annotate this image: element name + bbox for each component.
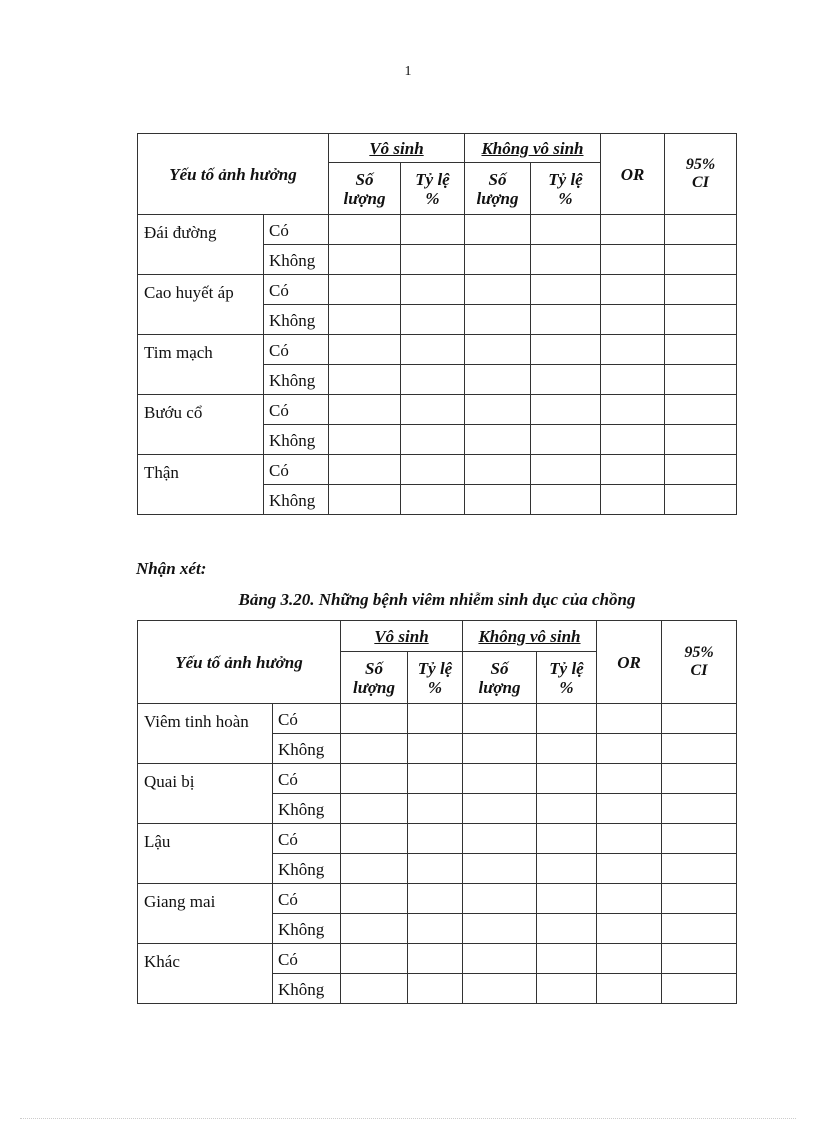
data-cell: [463, 824, 537, 854]
data-cell: [341, 764, 408, 794]
data-cell: [463, 854, 537, 884]
data-cell: [329, 275, 401, 305]
data-cell: [665, 485, 737, 515]
data-cell: [465, 305, 531, 335]
header-percent-fertile: [531, 163, 601, 215]
data-cell: [341, 914, 408, 944]
option-label: Có: [264, 455, 329, 485]
option-label: Có: [273, 764, 341, 794]
header-count-line1: Số: [365, 658, 383, 678]
header-count-line2: lượng: [343, 188, 386, 208]
header-ci-line1: 95%: [685, 156, 716, 173]
option-label: Có: [264, 275, 329, 305]
data-cell: [665, 215, 737, 245]
data-cell: [665, 365, 737, 395]
option-label: Không: [273, 734, 341, 764]
data-cell: [601, 485, 665, 515]
data-cell: [597, 914, 662, 944]
data-cell: [665, 305, 737, 335]
header-count-infertile: [341, 652, 408, 704]
data-cell: [537, 944, 597, 974]
data-cell: [465, 275, 531, 305]
data-cell: [662, 974, 737, 1004]
header-count-line1: Số: [488, 169, 507, 189]
header-factor: Yếu tố ảnh hưởng: [138, 621, 341, 704]
header-count-line2: lượng: [476, 188, 519, 208]
data-cell: [401, 275, 465, 305]
option-label: Không: [264, 245, 329, 275]
option-label: Có: [264, 335, 329, 365]
header-percent-line2: %: [558, 188, 573, 208]
data-cell: [408, 854, 463, 884]
data-cell: [665, 245, 737, 275]
header-percent-line1: Tỷ lệ: [548, 169, 583, 189]
data-cell: [463, 974, 537, 1004]
data-cell: [465, 365, 531, 395]
data-cell: [463, 734, 537, 764]
data-cell: [401, 455, 465, 485]
data-cell: [341, 884, 408, 914]
table-row: [138, 884, 737, 914]
header-percent-line1: Tỷ lệ: [415, 169, 450, 189]
data-cell: [601, 305, 665, 335]
footer-divider: [20, 1118, 796, 1119]
data-cell: [597, 974, 662, 1004]
table-caption: Bảng 3.20. Những bệnh viêm nhiễm sinh dục của chồng: [238, 590, 636, 609]
data-cell: [662, 764, 737, 794]
table-body: [138, 215, 737, 515]
header-ci-line1: 95%: [684, 644, 714, 661]
data-cell: [408, 824, 463, 854]
data-cell: [401, 305, 465, 335]
data-cell: [662, 854, 737, 884]
data-cell: [401, 245, 465, 275]
data-cell: [537, 974, 597, 1004]
data-cell: [329, 395, 401, 425]
data-cell: [465, 455, 531, 485]
table-row: [138, 455, 737, 485]
data-cell: [341, 824, 408, 854]
option-label: Không: [273, 914, 341, 944]
data-cell: [465, 245, 531, 275]
data-cell: [408, 704, 463, 734]
data-cell: [662, 794, 737, 824]
factor-label: Đái đường: [138, 215, 264, 275]
data-cell: [597, 764, 662, 794]
data-cell: [662, 884, 737, 914]
option-label: Có: [273, 704, 341, 734]
data-cell: [537, 704, 597, 734]
header-percent-line1: Tỷ lệ: [549, 658, 584, 678]
data-cell: [601, 425, 665, 455]
header-count-line2: lượng: [478, 677, 521, 697]
data-cell: [465, 335, 531, 365]
data-cell: [601, 395, 665, 425]
data-cell: [665, 335, 737, 365]
table-row: [138, 944, 737, 974]
header-percent-line2: %: [425, 188, 440, 208]
data-cell: [341, 974, 408, 1004]
option-label: Có: [264, 215, 329, 245]
data-cell: [531, 485, 601, 515]
data-cell: [531, 275, 601, 305]
data-cell: [408, 914, 463, 944]
option-label: Không: [264, 485, 329, 515]
header-or: OR: [601, 134, 665, 215]
data-cell: [408, 974, 463, 1004]
data-cell: [597, 944, 662, 974]
data-cell: [531, 395, 601, 425]
header-percent-infertile: [408, 652, 463, 704]
data-cell: [601, 455, 665, 485]
header-infertile-group: Vô sinh: [341, 621, 463, 652]
data-cell: [408, 884, 463, 914]
factor-label: Quai bị: [138, 764, 273, 824]
data-cell: [665, 455, 737, 485]
data-cell: [662, 944, 737, 974]
data-cell: [329, 335, 401, 365]
header-fertile-group: Không vô sinh: [465, 134, 601, 163]
header-count-fertile: [463, 652, 537, 704]
data-cell: [341, 734, 408, 764]
data-cell: [329, 425, 401, 455]
data-cell: [465, 215, 531, 245]
remark-label: Nhận xét:: [136, 559, 207, 578]
data-cell: [401, 485, 465, 515]
risk-factor-table-2: [137, 620, 737, 1004]
data-cell: [463, 914, 537, 944]
option-label: Có: [273, 944, 341, 974]
factor-label: Thận: [138, 455, 264, 515]
data-cell: [408, 764, 463, 794]
data-cell: [531, 245, 601, 275]
data-cell: [665, 425, 737, 455]
data-cell: [329, 365, 401, 395]
header-count-line1: Số: [355, 169, 374, 189]
factor-label: Giang mai: [138, 884, 273, 944]
factor-label: Cao huyết áp: [138, 275, 264, 335]
data-cell: [463, 944, 537, 974]
data-cell: [597, 884, 662, 914]
data-cell: [662, 704, 737, 734]
header-percent-fertile: [537, 652, 597, 704]
option-label: Không: [264, 425, 329, 455]
header-ci: [662, 621, 737, 704]
data-cell: [329, 455, 401, 485]
table-row: [138, 275, 737, 305]
data-cell: [665, 275, 737, 305]
data-cell: [537, 734, 597, 764]
data-cell: [341, 854, 408, 884]
data-cell: [329, 305, 401, 335]
data-cell: [662, 914, 737, 944]
data-cell: [537, 764, 597, 794]
header-ci-line2: CI: [690, 662, 708, 679]
page-number: 1: [404, 64, 412, 79]
data-cell: [537, 824, 597, 854]
header-factor: Yếu tố ảnh hưởng: [138, 134, 329, 215]
data-cell: [329, 245, 401, 275]
header-fertile-group: Không vô sinh: [463, 621, 597, 652]
data-cell: [665, 395, 737, 425]
data-cell: [597, 794, 662, 824]
data-cell: [662, 734, 737, 764]
data-cell: [465, 485, 531, 515]
data-cell: [341, 944, 408, 974]
data-cell: [601, 365, 665, 395]
table-body: [138, 704, 737, 1004]
data-cell: [662, 824, 737, 854]
option-label: Có: [273, 824, 341, 854]
data-cell: [463, 884, 537, 914]
data-cell: [531, 305, 601, 335]
factor-label: Tim mạch: [138, 335, 264, 395]
table-row: [138, 764, 737, 794]
header-percent-line2: %: [559, 677, 574, 697]
header-count-line1: Số: [490, 658, 509, 678]
data-cell: [597, 824, 662, 854]
data-cell: [537, 914, 597, 944]
data-cell: [531, 365, 601, 395]
table-row: [138, 704, 737, 734]
data-cell: [531, 335, 601, 365]
factor-label: Lậu: [138, 824, 273, 884]
data-cell: [601, 245, 665, 275]
data-cell: [597, 734, 662, 764]
data-cell: [329, 215, 401, 245]
data-cell: [531, 215, 601, 245]
data-cell: [537, 794, 597, 824]
data-cell: [597, 704, 662, 734]
data-cell: [465, 395, 531, 425]
data-cell: [401, 425, 465, 455]
data-cell: [531, 425, 601, 455]
data-cell: [408, 734, 463, 764]
header-ci-line2: CI: [692, 174, 709, 191]
header-count-line2: lượng: [353, 677, 395, 697]
table-row: [138, 215, 737, 245]
data-cell: [537, 854, 597, 884]
data-cell: [408, 794, 463, 824]
header-ci: [665, 134, 737, 215]
factor-label: Bướu cổ: [138, 395, 264, 455]
option-label: Có: [264, 395, 329, 425]
factor-label: Khác: [138, 944, 273, 1004]
data-cell: [537, 884, 597, 914]
data-cell: [601, 275, 665, 305]
data-cell: [463, 704, 537, 734]
data-cell: [401, 365, 465, 395]
header-count-infertile: [329, 163, 401, 215]
table-row: [138, 395, 737, 425]
data-cell: [601, 335, 665, 365]
header-infertile-group: Vô sinh: [329, 134, 465, 163]
data-cell: [465, 425, 531, 455]
header-percent-line2: %: [427, 677, 443, 697]
data-cell: [401, 395, 465, 425]
data-cell: [597, 854, 662, 884]
risk-factor-table-1: [137, 133, 737, 515]
header-percent-infertile: [401, 163, 465, 215]
data-cell: [401, 215, 465, 245]
option-label: Không: [273, 974, 341, 1004]
header-count-fertile: [465, 163, 531, 215]
table-row: [138, 335, 737, 365]
data-cell: [341, 794, 408, 824]
option-label: Không: [273, 854, 341, 884]
option-label: Không: [264, 305, 329, 335]
data-cell: [531, 455, 601, 485]
data-cell: [401, 335, 465, 365]
header-or: OR: [597, 621, 662, 704]
option-label: Không: [273, 794, 341, 824]
option-label: Không: [264, 365, 329, 395]
data-cell: [463, 764, 537, 794]
data-cell: [341, 704, 408, 734]
table-row: [138, 824, 737, 854]
data-cell: [329, 485, 401, 515]
data-cell: [408, 944, 463, 974]
header-percent-line1: Tỷ lệ: [417, 658, 453, 678]
option-label: Có: [273, 884, 341, 914]
data-cell: [601, 215, 665, 245]
data-cell: [463, 794, 537, 824]
factor-label: Viêm tinh hoàn: [138, 704, 273, 764]
